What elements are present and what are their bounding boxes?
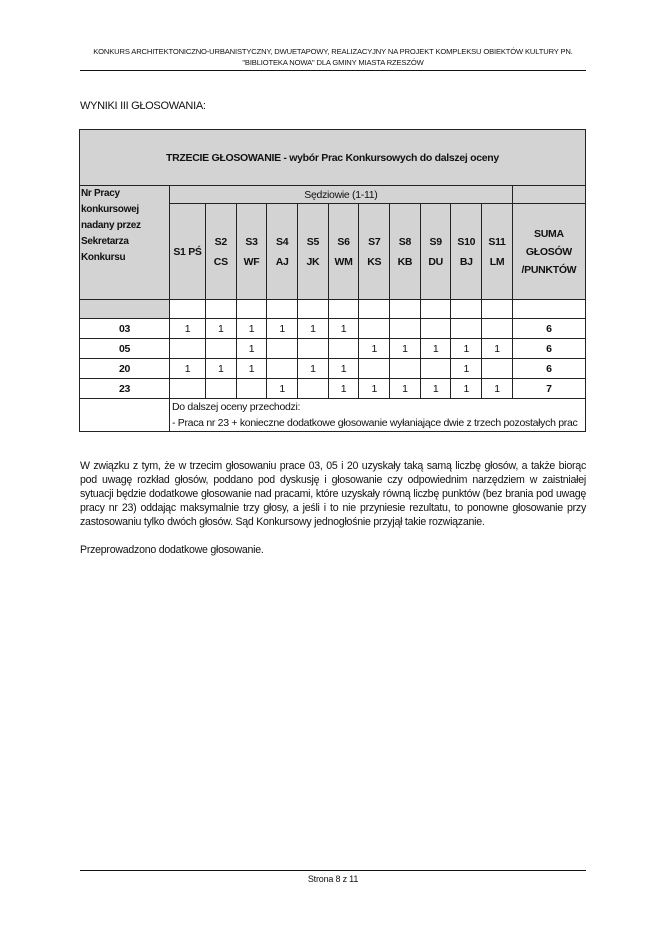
vote-cell	[298, 339, 329, 359]
nr-header-line: konkursowej	[81, 204, 139, 215]
spacer-cell	[482, 300, 513, 319]
vote-cell: 1	[205, 319, 236, 339]
spacer-cell	[298, 300, 329, 319]
nr-header-line: Nr Pracy	[81, 188, 120, 199]
vote-cell	[205, 339, 236, 359]
table-title: TRZECIE GŁOSOWANIE - wybór Prac Konkursowych do dalszej oceny	[80, 130, 586, 186]
vote-cell	[390, 319, 421, 339]
table-row	[80, 379, 586, 399]
vote-cell: 1	[328, 359, 359, 379]
judge-initials: JK	[306, 255, 320, 268]
work-number: 05	[80, 339, 170, 359]
spacer-cell	[328, 300, 359, 319]
paragraph-1: W związku z tym, że w trzecim głosowaniu prace 03, 05 i 20 uzyskały taką samą liczbę głosów, a także biorąc pod uwagę rozkład głosów, poddano pod dyskusję i głosowanie czy odpowiednim narzędziem w zaistniałej sytuacji będzie dodatkowe głosowanie nad pracami, które uzyskały równą liczbę punktów (bez brania pod uwagę pracy nr 23) oddając maksymalnie trzy głosy, a jeśli i to nie przyniesie rezultatu, to ponowne głosowanie przy zastosowaniu tylko dwóch głosów. Sąd Konkursowy jednogłośnie przyjął takie rozwiązanie.	[80, 460, 586, 529]
vote-cell: 1	[420, 339, 451, 359]
vote-sum: 6	[512, 339, 585, 359]
table-row	[80, 319, 586, 339]
judges-label: Sędziowie (1-11)	[169, 186, 512, 204]
spacer-cell	[512, 300, 585, 319]
vote-sum: 6	[512, 319, 585, 339]
judge-header-s2	[205, 204, 236, 300]
sum-header-line: SUMA GŁOSÓW	[525, 227, 572, 258]
vote-cell	[359, 359, 390, 379]
vote-rows	[80, 319, 586, 399]
vote-cell: 1	[390, 339, 421, 359]
vote-cell: 1	[236, 319, 267, 339]
voting-results-table	[79, 129, 586, 432]
vote-cell: 1	[359, 339, 390, 359]
judge-initials: DU	[428, 255, 443, 268]
judge-code: S5	[306, 235, 319, 248]
judge-initials: KB	[397, 255, 413, 268]
vote-cell	[298, 379, 329, 399]
header-line-2: "BIBLIOTEKA NOWA" DLA GMINY MIASTA RZESZÓW	[242, 57, 424, 67]
judge-initials: BJ	[459, 255, 473, 268]
vote-cell	[482, 359, 513, 379]
vote-cell: 1	[451, 339, 482, 359]
vote-cell: 1	[451, 359, 482, 379]
judge-code: S2	[214, 235, 227, 248]
spacer-cell	[359, 300, 390, 319]
header-divider	[80, 70, 586, 71]
spacer-row	[80, 300, 586, 319]
work-number: 23	[80, 379, 170, 399]
vote-cell: 1	[298, 319, 329, 339]
vote-cell: 1	[169, 319, 205, 339]
vote-cell: 1	[267, 379, 298, 399]
page-number: Strona 8 z 11	[307, 874, 359, 884]
judge-code: S9	[429, 235, 442, 248]
table-row	[80, 339, 586, 359]
vote-cell	[390, 359, 421, 379]
spacer-cell	[205, 300, 236, 319]
judge-header-s6	[328, 204, 359, 300]
judge-initials: CS	[213, 255, 228, 268]
table-row	[80, 359, 586, 379]
judge-initials: WF	[243, 255, 260, 268]
note-blank-cell	[80, 399, 170, 432]
vote-cell: 1	[236, 339, 267, 359]
vote-cell: 1	[359, 379, 390, 399]
vote-cell	[236, 379, 267, 399]
vote-cell	[169, 339, 205, 359]
judge-code: S1	[173, 245, 186, 258]
judge-header-s5	[298, 204, 329, 300]
vote-cell	[482, 319, 513, 339]
judge-initials: PŚ	[188, 245, 202, 258]
vote-cell: 1	[267, 319, 298, 339]
judge-initials: KS	[367, 255, 382, 268]
judge-header-s7	[359, 204, 390, 300]
judge-header-s1	[169, 204, 205, 300]
judge-code: S11	[488, 235, 506, 248]
nr-header	[80, 186, 169, 266]
judge-code: S8	[398, 235, 412, 248]
judge-header-s11	[482, 204, 513, 300]
vote-cell: 1	[328, 319, 359, 339]
header-line-1: KONKURS ARCHITEKTONICZNO-URBANISTYCZNY, DWUETAPOWY, REALIZACYJNY NA PROJEKT KOMPLEKSU OBIEKTÓW KULTURY PN.	[93, 47, 573, 56]
vote-cell: 1	[482, 379, 513, 399]
nr-header-line: nadany przez	[81, 220, 141, 231]
spacer-cell	[451, 300, 482, 319]
judge-code: S3	[245, 235, 258, 248]
nr-header-cell	[80, 186, 170, 300]
judge-header-s8	[390, 204, 421, 300]
vote-cell	[328, 339, 359, 359]
vote-cell: 1	[236, 359, 267, 379]
vote-cell	[267, 359, 298, 379]
vote-cell: 1	[420, 379, 451, 399]
vote-cell	[169, 379, 205, 399]
vote-cell: 1	[482, 339, 513, 359]
vote-cell: 1	[205, 359, 236, 379]
work-number: 03	[80, 319, 170, 339]
paragraph-2: Przeprowadzono dodatkowe głosowanie.	[80, 544, 264, 557]
spacer-cell	[236, 300, 267, 319]
nr-header-line: Sekretarza	[81, 236, 129, 247]
sum-header	[512, 204, 585, 300]
judge-initials: WM	[334, 255, 353, 268]
spacer-cell	[390, 300, 421, 319]
sum-header-top	[512, 186, 585, 204]
judge-code: S6	[337, 235, 350, 248]
judge-header-s10	[451, 204, 482, 300]
judge-code: S7	[368, 235, 381, 248]
vote-sum: 6	[512, 359, 585, 379]
vote-cell	[451, 319, 482, 339]
vote-cell	[420, 359, 451, 379]
vote-cell	[420, 319, 451, 339]
note-line-1: Do dalszej oceny przechodzi:	[169, 399, 585, 416]
judge-header-s4	[267, 204, 298, 300]
judge-header-s9	[420, 204, 451, 300]
vote-cell: 1	[298, 359, 329, 379]
judge-code: S10	[457, 235, 476, 248]
judge-initials: AJ	[275, 255, 289, 268]
vote-cell	[267, 339, 298, 359]
spacer-cell	[267, 300, 298, 319]
spacer-cell	[169, 300, 205, 319]
judge-header-s3	[236, 204, 267, 300]
vote-cell: 1	[390, 379, 421, 399]
work-number: 20	[80, 359, 170, 379]
footer-divider	[80, 870, 586, 871]
note-line-2: - Praca nr 23 + konieczne dodatkowe głosowanie wyłaniające dwie z trzech pozostałych prac	[169, 415, 585, 432]
vote-cell: 1	[169, 359, 205, 379]
judge-code: S4	[276, 235, 289, 248]
spacer-cell	[420, 300, 451, 319]
sum-header-line: /PUNKTÓW	[521, 263, 577, 276]
vote-cell: 1	[451, 379, 482, 399]
spacer-cell	[80, 300, 170, 319]
judge-initials: LM	[489, 255, 505, 268]
body-text	[80, 459, 586, 558]
section-title: WYNIKI III GŁOSOWANIA:	[80, 100, 206, 112]
document-header	[80, 47, 586, 68]
nr-header-line: Konkursu	[81, 252, 126, 263]
vote-sum: 7	[512, 379, 585, 399]
vote-cell	[205, 379, 236, 399]
vote-cell: 1	[328, 379, 359, 399]
vote-cell	[359, 319, 390, 339]
